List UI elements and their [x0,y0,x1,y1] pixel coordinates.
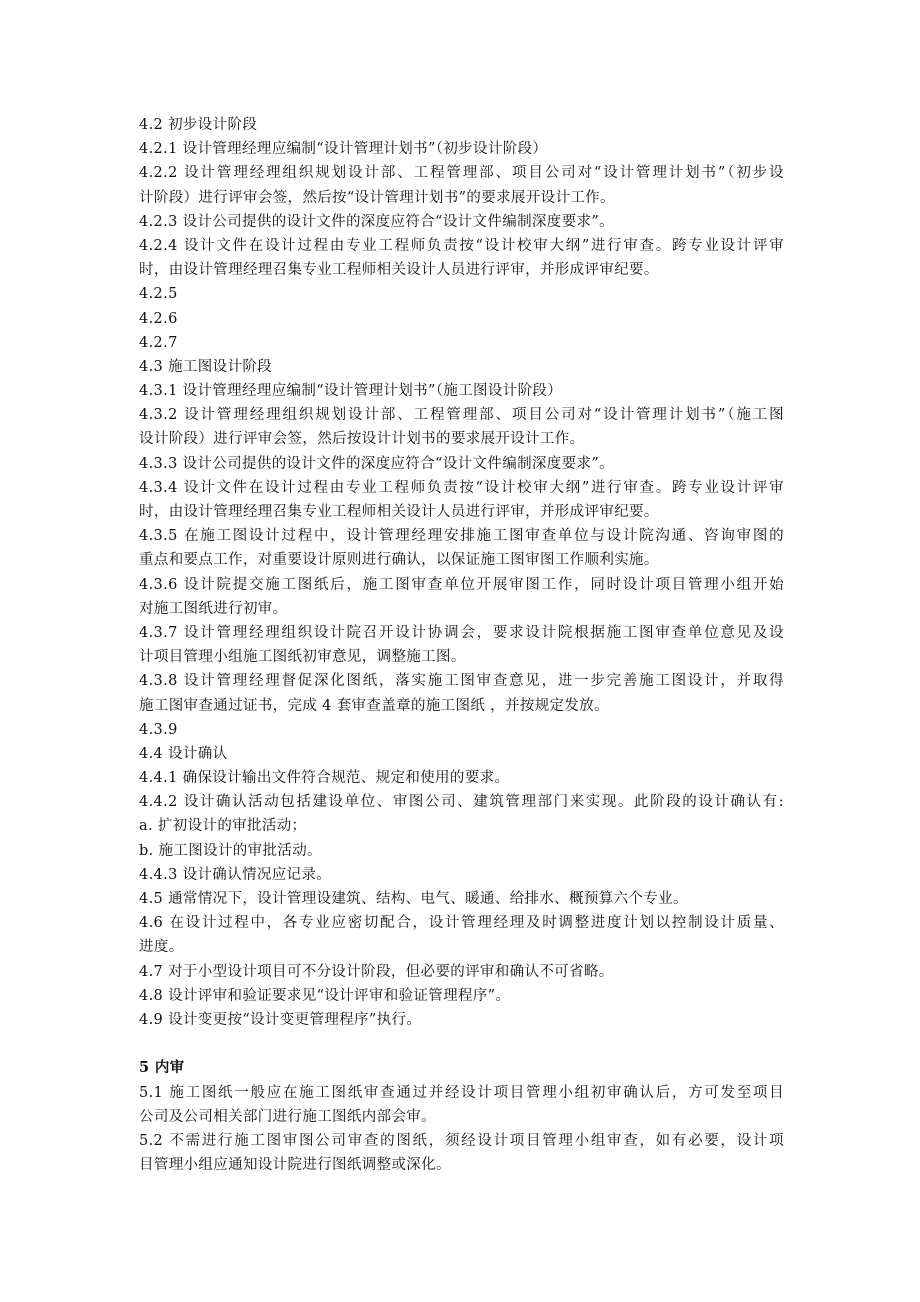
paragraph-4-2-1: 4.2.1 设计管理经理应编制“设计管理计划书”（初步设计阶段） [139,141,548,158]
paragraph-4-2-4: 4.2.4 设计文件在设计过程由专业工程师负责按“设计校审大纲”进行审查。跨专业设计评审 [139,237,784,254]
paragraph-4-2-3: 4.2.3 设计公司提供的设计文件的深度应符合“设计文件编制深度要求”。 [139,213,614,230]
section-heading-5: 5 内审 [139,1059,185,1077]
paragraph-4-3-7-cont: 计项目管理小组施工图纸初审意见，调整施工图。 [139,649,466,666]
section-heading-4-4: 4.4 设计确认 [139,745,228,762]
paragraph-4-4-2: 4.4.2 设计确认活动包括建设单位、审图公司、建筑管理部门来实现。此阶段的设计确认有: [139,794,784,811]
paragraph-5-1: 5.1 施工图纸一般应在施工图纸审查通过并经设计项目管理小组初审确认后，方可发至项目 [139,1084,784,1101]
paragraph-4-8: 4.8 设计评审和验证要求见“设计评审和验证管理程序”。 [139,987,511,1004]
paragraph-4-3-1: 4.3.1 设计管理经理应编制“设计管理计划书”（施工图设计阶段） [139,383,563,400]
paragraph-4-3-4-cont: 时，由设计管理经理召集专业工程师相关设计人员进行评审，并形成评审纪要。 [139,504,659,520]
document-page [139,113,784,1177]
paragraph-4-7: 4.7 对于小型设计项目可不分设计阶段，但必要的评审和确认不可省略。 [139,963,614,980]
list-item-b: b. 施工图设计的审批活动。 [139,842,322,859]
paragraph-4-3-8: 4.3.8 设计管理经理督促深化图纸，落实施工图审查意见，进一步完善施工图设计，并取得 [139,673,784,690]
paragraph-4-3-3: 4.3.3 设计公司提供的设计文件的深度应符合“设计文件编制深度要求”。 [139,455,614,472]
section-heading-4-3: 4.3 施工图设计阶段 [139,358,273,375]
paragraph-4-5: 4.5 通常情况下，设计管理设建筑、结构、电气、暖通、给排水、概预算六个专业。 [139,891,688,907]
paragraph-4-2-2-cont: 计阶段）进行评审会签，然后按“设计管理计划书”的要求展开设计工作。 [139,189,615,206]
paragraph-4-4-1: 4.4.1 确保设计输出文件符合规范、规定和使用的要求。 [139,770,510,787]
paragraph-4-3-5-cont: 重点和要点工作，对重要设计原则进行确认，以保证施工图审图工作顺利实施。 [139,552,659,569]
paragraph-4-2-6: 4.2.6 [139,310,178,327]
paragraph-4-4-3: 4.4.3 设计确认情况应记录。 [139,866,332,883]
paragraph-4-2-5: 4.2.5 [139,286,178,303]
paragraph-4-3-2-cont: 设计阶段）进行评审会签，然后按设计计划书的要求展开设计工作。 [139,431,585,448]
paragraph-4-2-4-cont: 时，由设计管理经理召集专业工程师相关设计人员进行评审，并形成评审纪要。 [139,262,659,279]
paragraph-5-2-cont: 目管理小组应通知设计院进行图纸调整或深化。 [139,1157,451,1174]
paragraph-4-3-9: 4.3.9 [139,721,178,738]
list-item-a: a. 扩初设计的审批活动； [139,818,307,835]
paragraph-4-6-cont: 进度。 [139,939,184,956]
blank-line [139,1032,784,1056]
paragraph-4-3-6-cont: 对施工图纸进行初审。 [139,600,288,617]
paragraph-4-3-4: 4.3.4 设计文件在设计过程由专业工程师负责按“设计校审大纲”进行审查。跨专业设计评审 [139,479,784,496]
paragraph-5-2: 5.2 不需进行施工图审图公司审查的图纸，须经设计项目管理小组审查，如有必要，设计项 [139,1132,784,1149]
paragraph-4-2-7: 4.2.7 [139,334,178,351]
paragraph-4-2-2: 4.2.2 设计管理经理组织规划设计部、工程管理部、项目公司对“设计管理计划书”（初步设 [139,165,784,182]
paragraph-4-3-7: 4.3.7 设计管理经理组织设计院召开设计协调会，要求设计院根据施工图审查单位意见及设 [139,624,784,641]
section-heading-4-2: 4.2 初步设计阶段 [139,117,258,133]
paragraph-4-3-5: 4.3.5 在施工图设计过程中，设计管理经理安排施工图审查单位与设计院沟通、咨询审图的 [139,528,784,545]
paragraph-4-6: 4.6 在设计过程中，各专业应密切配合，设计管理经理及时调整进度计划以控制设计质量、 [139,915,784,932]
paragraph-4-3-6: 4.3.6 设计院提交施工图纸后，施工图审查单位开展审图工作，同时设计项目管理小组开始 [139,576,784,593]
paragraph-4-3-2: 4.3.2 设计管理经理组织规划设计部、工程管理部、项目公司对“设计管理计划书”（施工图 [139,407,784,424]
paragraph-5-1-cont: 公司及公司相关部门进行施工图纸内部会审。 [139,1108,436,1125]
paragraph-4-3-8-cont: 施工图审查通过证书，完成 4 套审查盖章的施工图纸 ，并按规定发放。 [139,697,609,714]
paragraph-4-9: 4.9 设计变更按“设计变更管理程序”执行。 [139,1011,422,1028]
